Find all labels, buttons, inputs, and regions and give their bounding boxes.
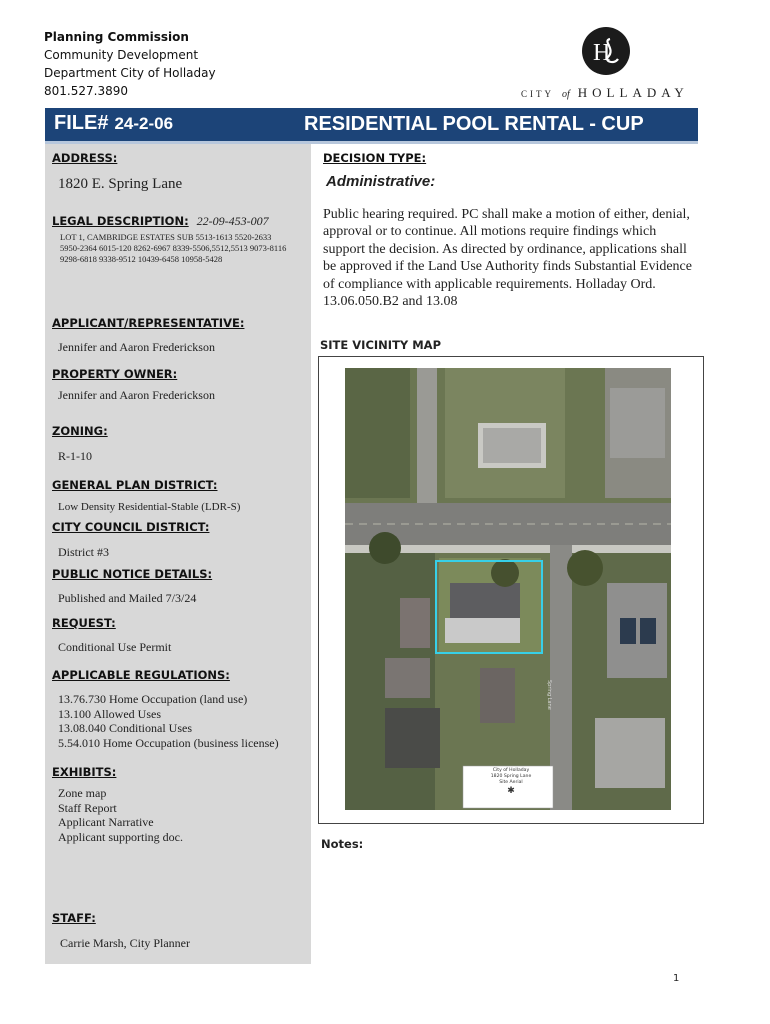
exhibit-item: Zone map [58,786,107,800]
file-title: RESIDENTIAL POOL RENTAL - CUP [304,113,644,135]
page-number: 1 [673,973,680,984]
logo-holladay-word: HOLLADAY [577,85,689,100]
decision-type-value: Administrative: [326,173,436,190]
legal-parcel: 22-09-453-007 [196,214,269,228]
legal-text-line: 9298-6818 9338-9512 10439-6458 10958-5428 [60,254,223,264]
map-legend-line: 1820 Spring Lane [490,774,532,779]
regulations-list [58,692,279,750]
council-district-value: District #3 [58,545,109,559]
svg-text:H: H [593,40,611,66]
regulation-item: 13.08.040 Conditional Uses [58,721,192,735]
decision-type-label: DECISION TYPE: [323,151,427,165]
map-legend [468,768,554,796]
legal-label: LEGAL DESCRIPTION: [52,214,189,228]
zoning-value: R-1-10 [58,449,92,463]
council-district-label: CITY COUNCIL DISTRICT: [52,520,210,534]
regulation-item: 13.76.730 Home Occupation (land use) [58,692,248,706]
applicant-value: Jennifer and Aaron Frederickson [58,340,215,354]
plan-district-value: Low Density Residential-Stable (LDR-S) [58,501,241,513]
legal-text-line: 5950-2364 6015-120 8262-6967 8339-5506,5512,5513 9073-8116 [60,243,287,253]
applicant-label: APPLICANT/REPRESENTATIVE: [52,316,245,330]
request-label: REQUEST: [52,616,116,630]
map-legend-line: City of Holladay [492,768,530,773]
public-notice-label: PUBLIC NOTICE DETAILS: [52,567,213,581]
city-logo-wordmark [521,84,689,102]
staff-value: Carrie Marsh, City Planner [60,936,190,950]
site-map-label: SITE VICINITY MAP [320,338,442,352]
legal-text-line: LOT 1, CAMBRIDGE ESTATES SUB 5513-1613 5520-2633 [60,232,272,242]
exhibits-list [58,786,183,844]
file-number [54,112,173,135]
title-bar [45,108,698,144]
exhibits-label: EXHIBITS: [52,765,117,779]
city-logo-icon [582,27,630,75]
exhibit-item: Staff Report [58,800,117,815]
regulation-item: 5.54.010 Home Occupation (business license) [58,735,279,750]
logo-of-word: of [562,89,570,100]
legal-text [60,232,310,265]
zoning-label: ZONING: [52,424,108,438]
address-label: ADDRESS: [52,151,118,165]
notes-label: Notes: [321,837,364,851]
regulation-item: 13.100 Allowed Uses [58,706,161,721]
file-number-value: 24-2-06 [114,114,174,133]
map-legend-line: Site Aerial [499,780,523,785]
address-value: 1820 E. Spring Lane [58,176,183,192]
plan-district-label: GENERAL PLAN DISTRICT: [52,478,218,492]
logo-city-word: CITY [521,89,554,99]
legal-description [52,212,269,230]
map-street-label: Spring Lane [546,680,552,710]
owner-value: Jennifer and Aaron Frederickson [58,388,215,402]
owner-label: PROPERTY OWNER: [52,367,178,381]
header-phone: 801.527.3890 [44,84,128,98]
exhibit-item: Applicant Narrative [58,815,154,829]
file-label: FILE# [54,112,109,134]
public-notice-value: Published and Mailed 7/3/24 [58,591,197,605]
site-vicinity-map [345,368,671,810]
header-org-line-2: Community Development [44,48,199,62]
header-org-line-1: Planning Commission [44,30,189,44]
request-value: Conditional Use Permit [58,640,172,654]
regulations-label: APPLICABLE REGULATIONS: [52,668,230,682]
exhibit-item: Applicant supporting doc. [58,829,183,844]
decision-description: Public hearing required. PC shall make a motion of either, denial, approval or to continue. All motions require findings which support the decision. As directed by ordinance, applications shall be approved if the Land Use Authority finds Substantial Evidence of compliance with applicable requirements. Holladay Ord. 13.06.050.B2 and 13.08 [323,207,692,310]
header-org-line-3: Department City of Holladay [44,66,216,80]
staff-label: STAFF: [52,911,96,925]
north-arrow-icon: ✱ [507,786,515,796]
